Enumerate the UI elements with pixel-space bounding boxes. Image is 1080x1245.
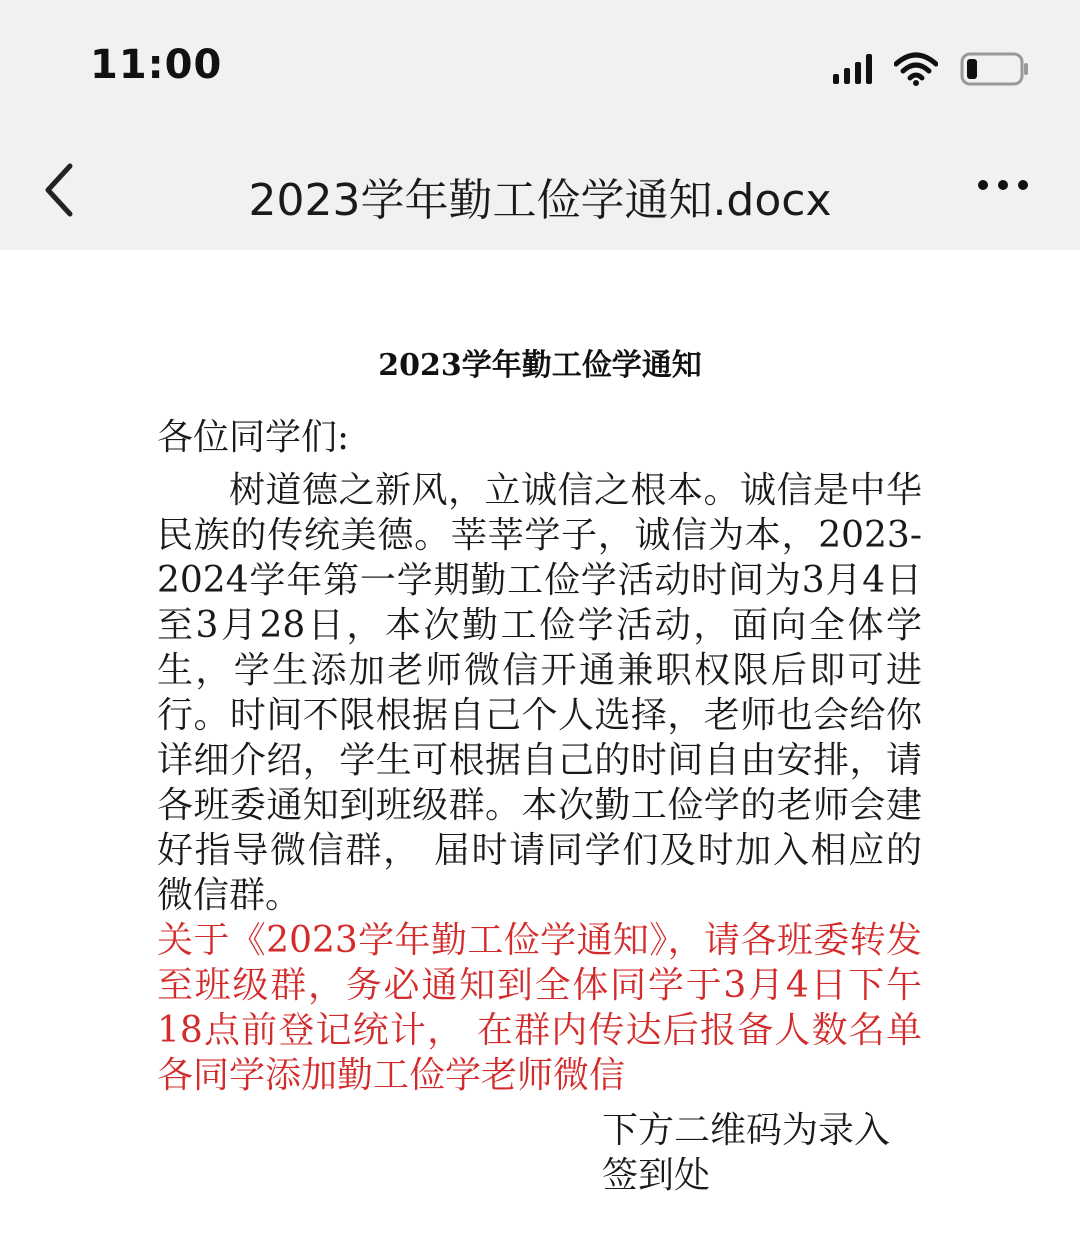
document-viewer [0, 250, 1080, 1245]
more-icon[interactable] [978, 180, 1028, 190]
document-filename-title: 2023学年勤工俭学通知.docx [248, 175, 832, 226]
top-bar [0, 0, 1080, 250]
document-heading: 2023学年勤工俭学通知 [378, 348, 702, 383]
notice-red-paragraph: 关于《2023学年勤工俭学通知》，请各班委转发至班级群，务必通知到全体同学于3月4日下午18点前登记统计， 在群内传达后报备人数名单各同学添加勤工俭学老师微信 [157, 920, 922, 1096]
status-time: 11:00 [90, 42, 223, 88]
status-icons [833, 50, 1030, 88]
cellular-signal-icon [833, 54, 872, 84]
navigation-bar [0, 140, 1080, 244]
qr-code-note: 下方二维码为录入签到处 [602, 1110, 891, 1196]
document-content [157, 415, 922, 1198]
chevron-left-icon[interactable] [38, 162, 82, 218]
body-paragraph: 树道德之新风，立诚信之根本。诚信是中华民族的传统美德。莘莘学子，诚信为本，2023-2024学年第一学期勤工俭学活动时间为3月4日至3月28日，本次勤工俭学活动，面向全体学生，学生添加老师微信开通兼职权限后即可进行。时间不限根据自己个人选择，老师也会给你详细介绍，学生可根据自己的时间自由安排，请各班委通知到班级群。本次勤工俭学的老师会建好指导微信群， 届时请同学们及时加入相应的微信群。 [157, 470, 922, 916]
wifi-icon [894, 52, 938, 86]
greeting: 各位同学们: [157, 417, 350, 458]
battery-icon [960, 51, 1030, 87]
